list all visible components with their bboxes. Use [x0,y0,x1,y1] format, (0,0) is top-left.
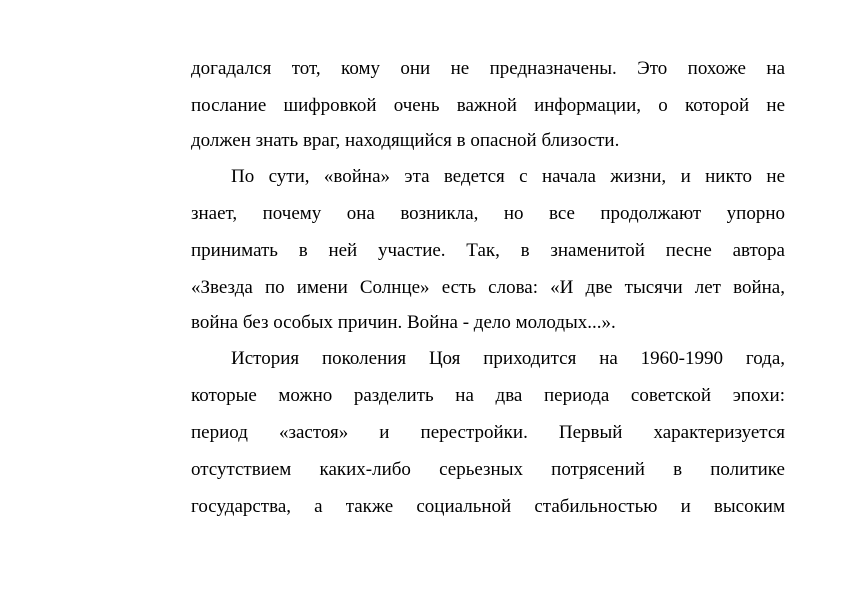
text-line: которые можно разделить на два периода советской эпохи: [191,385,785,406]
text-column [191,50,785,525]
text-line: государства, а также социальной стабильностью и высоким [191,496,785,517]
paragraph-end-line: должен знать враг, находящийся в опасной близости. [191,130,620,151]
text-line: период «застоя» и перестройки. Первый характеризуется [191,422,785,443]
text-line: принимать в ней участие. Так, в знаменитой песне автора [191,240,785,261]
paragraph-start-line: История поколения Цоя приходится на 1960-1990 года, [231,348,785,369]
text-line: знает, почему она возникла, но все продолжают упорно [191,203,785,224]
paragraph-end-line: война без особых причин. Война - дело молодых...». [191,312,616,333]
text-line: послание шифровкой очень важной информации, о которой не [191,95,785,116]
paragraph-start-line: По сути, «война» эта ведется с начала жизни, и никто не [231,166,785,187]
text-line: отсутствием каких-либо серьезных потрясений в политике [191,459,785,480]
text-line: догадался тот, кому они не предназначены. Это похоже на [191,58,785,79]
text-line: «Звезда по имени Солнце» есть слова: «И две тысячи лет война, [191,277,785,298]
